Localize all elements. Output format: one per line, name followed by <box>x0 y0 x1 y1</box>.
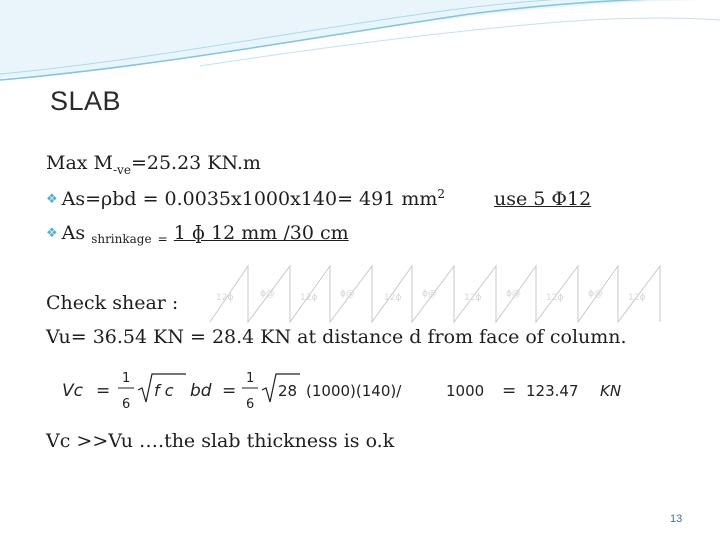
as-formula: As=ρbd = 0.0035x1000x140= 491 mm <box>61 188 438 210</box>
eq-frac-num: 1 <box>122 371 131 386</box>
svg-text:12ϕ: 12ϕ <box>464 293 482 303</box>
conclusion-text: Vc >>Vu ….the slab thickness is o.k <box>46 430 395 452</box>
max-moment-line <box>46 152 261 177</box>
as-shrinkage-prefix: As <box>61 222 86 244</box>
page-number: 13 <box>670 513 683 525</box>
svg-text:12ϕ: 12ϕ <box>216 293 234 303</box>
vu-line: Vu= 36.54 KN = 28.4 KN at distance d from face of column. <box>46 326 627 348</box>
as-line <box>46 188 445 210</box>
check-shear-text: Check shear : <box>46 292 179 314</box>
svg-text:ϕ@: ϕ@ <box>506 289 521 299</box>
svg-text:ϕ@: ϕ@ <box>588 289 603 299</box>
eq-equals-3: = <box>502 381 517 401</box>
svg-text:12ϕ: 12ϕ <box>384 293 402 303</box>
eq-bd: bd <box>190 381 212 401</box>
as-shrinkage-equals: = <box>157 232 168 246</box>
svg-text:12ϕ: 12ϕ <box>300 293 318 303</box>
eq-mid: (1000)(140)/ <box>306 382 402 400</box>
max-moment-value: =25.23 KN.m <box>130 152 261 174</box>
svg-text:12ϕ: 12ϕ <box>546 293 564 303</box>
use-bars-text: use 5 Φ12 <box>494 188 592 210</box>
max-moment-prefix: Max M <box>46 152 113 174</box>
eq-equals-1: = <box>96 381 111 401</box>
as-shrinkage-subscript: shrinkage <box>91 232 152 246</box>
eq-frac2-num: 1 <box>246 371 255 386</box>
eq-frac2-den: 6 <box>246 397 255 412</box>
eq-lhs: Vc <box>62 381 83 401</box>
eq-root-val: 28 <box>278 382 298 400</box>
eq-equals-2: = <box>222 381 237 401</box>
as-superscript: 2 <box>437 187 446 201</box>
svg-text:ϕ@: ϕ@ <box>340 289 355 299</box>
eq-div: 1000 <box>446 382 485 400</box>
svg-text:12ϕ: 12ϕ <box>628 293 646 303</box>
slide-title: SLAB <box>50 86 122 116</box>
vc-equation <box>60 362 640 418</box>
svg-text:ϕ@: ϕ@ <box>260 289 275 299</box>
eq-frac-den: 6 <box>122 397 131 412</box>
as-shrinkage-line <box>46 222 349 244</box>
eq-unit: KN <box>600 382 622 400</box>
as-shrinkage-value: 1 ɸ 12 mm /30 cm <box>173 222 349 244</box>
bullet-icon: ❖ <box>46 192 58 207</box>
svg-text:ϕ@: ϕ@ <box>422 289 437 299</box>
max-moment-subscript: -ve <box>113 163 131 177</box>
eq-root-expr: f c <box>154 381 174 400</box>
header-wave-decoration <box>0 0 720 90</box>
eq-result: 123.47 <box>526 382 579 400</box>
faded-sawtooth-artifact <box>200 260 678 326</box>
bullet-icon: ❖ <box>46 226 58 241</box>
